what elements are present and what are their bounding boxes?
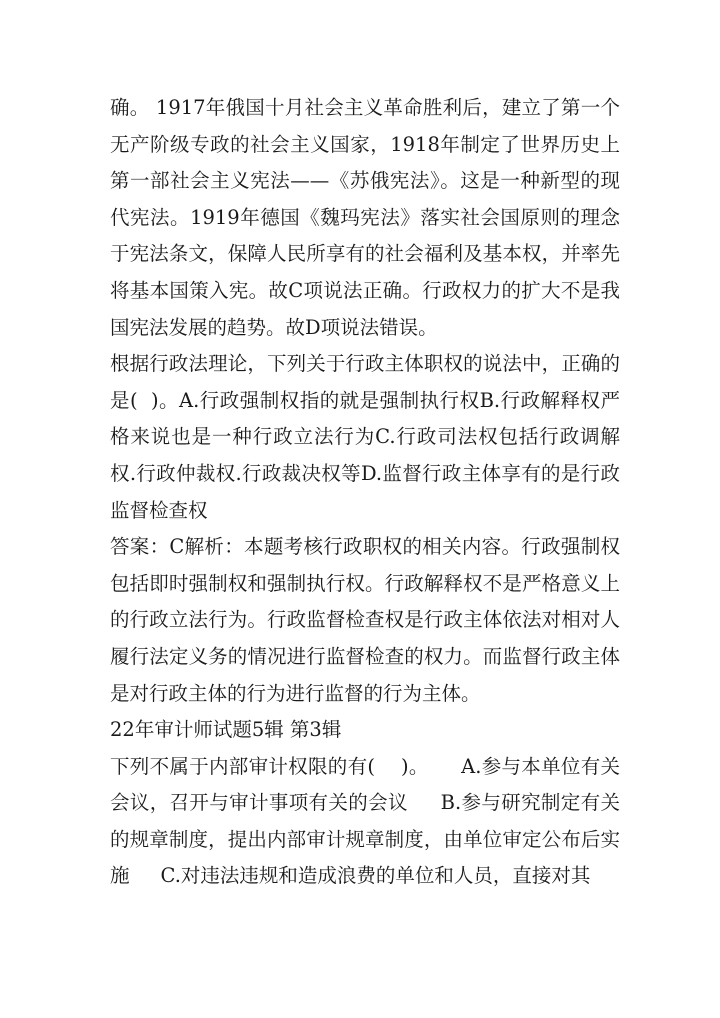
section-heading: 22年审计师试题5辑 第3辑 <box>110 718 342 742</box>
answer-analysis: 答案：C解析：本题考核行政职权的相关内容。行政强制权包括即时强制权和强制执行权。行政解释权不是严格意义上的行政立法行为。行政监督检查权是行政主体依法对相对人履行法定义务的情况进行监督检查的权力。而监督行政主体是对行政主体的行为进行监督的行为主体。 <box>110 535 620 705</box>
question-internal-audit-authority: 下列不属于内部审计权限的有( )。 A.参与本单位有关会议，召开与审计事项有关的会议 B.参与研究制定有关的规章制度，提出内部审计规章制度，由单位审定公布后实施 C.对违法违规和造成浪费的单位和人员，直接对其 <box>110 754 620 888</box>
answer-explanation-continued: 确。 1917年俄国十月社会主义革命胜利后，建立了第一个无产阶级专政的社会主义国家，1918年制定了世界历史上第一部社会主义宪法——《苏俄宪法》。这是一种新型的现代宪法。1919年德国《魏玛宪法》落实社会国原则的理念于宪法条文，保障人民所享有的社会福利及基本权，并率先将基本国策入宪。故C项说法正确。行政权力的扩大不是我国宪法发展的趋势。故D项说法错误。 <box>110 96 620 339</box>
question-administrative-powers: 根据行政法理论，下列关于行政主体职权的说法中，正确的是( )。A.行政强制权指的就是强制执行权B.行政解释权严格来说也是一种行政立法行为C.行政司法权包括行政调解权.行政仲裁权.行政裁决权等D.监督行政主体享有的是行政监督检查权 <box>110 352 620 522</box>
document-body <box>110 90 620 895</box>
